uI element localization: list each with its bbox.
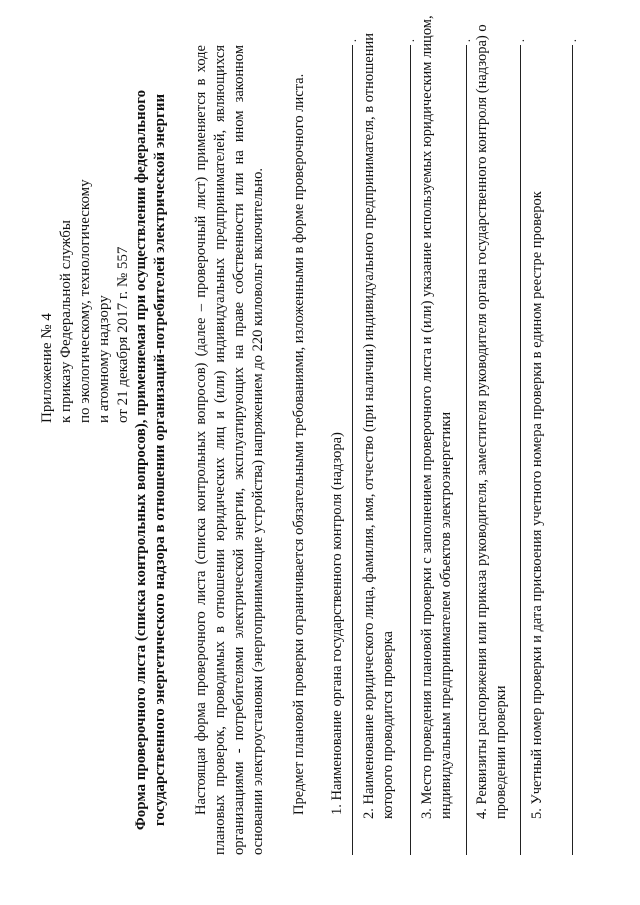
fill-in-line[interactable] [458, 39, 473, 855]
line-mark: . [402, 39, 417, 43]
item-text: Наименование органа государственного контроля (надзора) [329, 432, 345, 801]
list-item [528, 9, 547, 855]
line-mark: . [344, 39, 359, 43]
fill-in-line[interactable] [564, 39, 579, 855]
fill-in-line[interactable] [344, 39, 359, 855]
item-text: Учетный номер проверки и дата присвоения учетного номера проверки в едином реестре проверок [529, 191, 545, 805]
item-text: Место проведения плановой проверки с заполнением проверочного листа и (или) указание используемых юридическим лицом, индивидуальным предпринимателем объектов электроэнергетики [419, 15, 454, 819]
item-number: 3. [419, 808, 435, 819]
appendix-line: и атомному надзору [96, 295, 112, 423]
item-text: Наименование юридического лица, фамилия, имя, отчество (при наличии) индивидуального предпринимателя, в отношении которого проводится проверка [361, 33, 396, 819]
fill-in-line[interactable] [512, 39, 527, 855]
list-item [328, 45, 347, 815]
item-number: 4. [474, 808, 490, 819]
line-mark: . [564, 39, 579, 43]
appendix-line: по экологическому, технологическому [77, 179, 93, 423]
appendix-header [38, 43, 133, 423]
scope-paragraph: Предмет плановой проверки ограничивается обязательными требованиями, изложенными в форме проверочного листа. [291, 73, 307, 815]
line-mark: . [458, 39, 473, 43]
list-item [360, 9, 398, 855]
intro-paragraph: Настоящая форма проверочного листа (списка контрольных вопросов) (далее – проверочный лист) применяется в ходе плановых проверок, проводимых в отношении юридических лиц и (или) индивидуальных предпринимателей, являющихся организациями - потребителями электрической энергии, эксплуатирующих на праве собственности или на ином законном основании электроустановки (энергопринимающие устройства) напряжением до 220 киловольт включительно. [193, 45, 266, 855]
appendix-line: к приказу Федеральной службы [58, 219, 74, 423]
appendix-line: от 21 декабря 2017 г. № 557 [115, 246, 131, 423]
item-number: 5. [529, 808, 545, 819]
item-number: 1. [329, 804, 345, 815]
list-item [418, 9, 456, 855]
appendix-line: Приложение № 4 [39, 313, 55, 423]
item-number: 2. [361, 808, 377, 819]
line-mark: . [512, 39, 527, 43]
fill-in-line[interactable] [402, 39, 417, 855]
list-item [473, 9, 511, 855]
document-title: Форма проверочного листа (списка контрольных вопросов), применяемая при осуществлении федерального государственного энергетического надзора в отношении организаций-потребителей электрической энергии [133, 89, 168, 831]
item-text: Реквизиты распоряжения или приказа руководителя, заместителя руководителя органа государственного контроля (надзора) о проведении проверки [474, 24, 509, 819]
